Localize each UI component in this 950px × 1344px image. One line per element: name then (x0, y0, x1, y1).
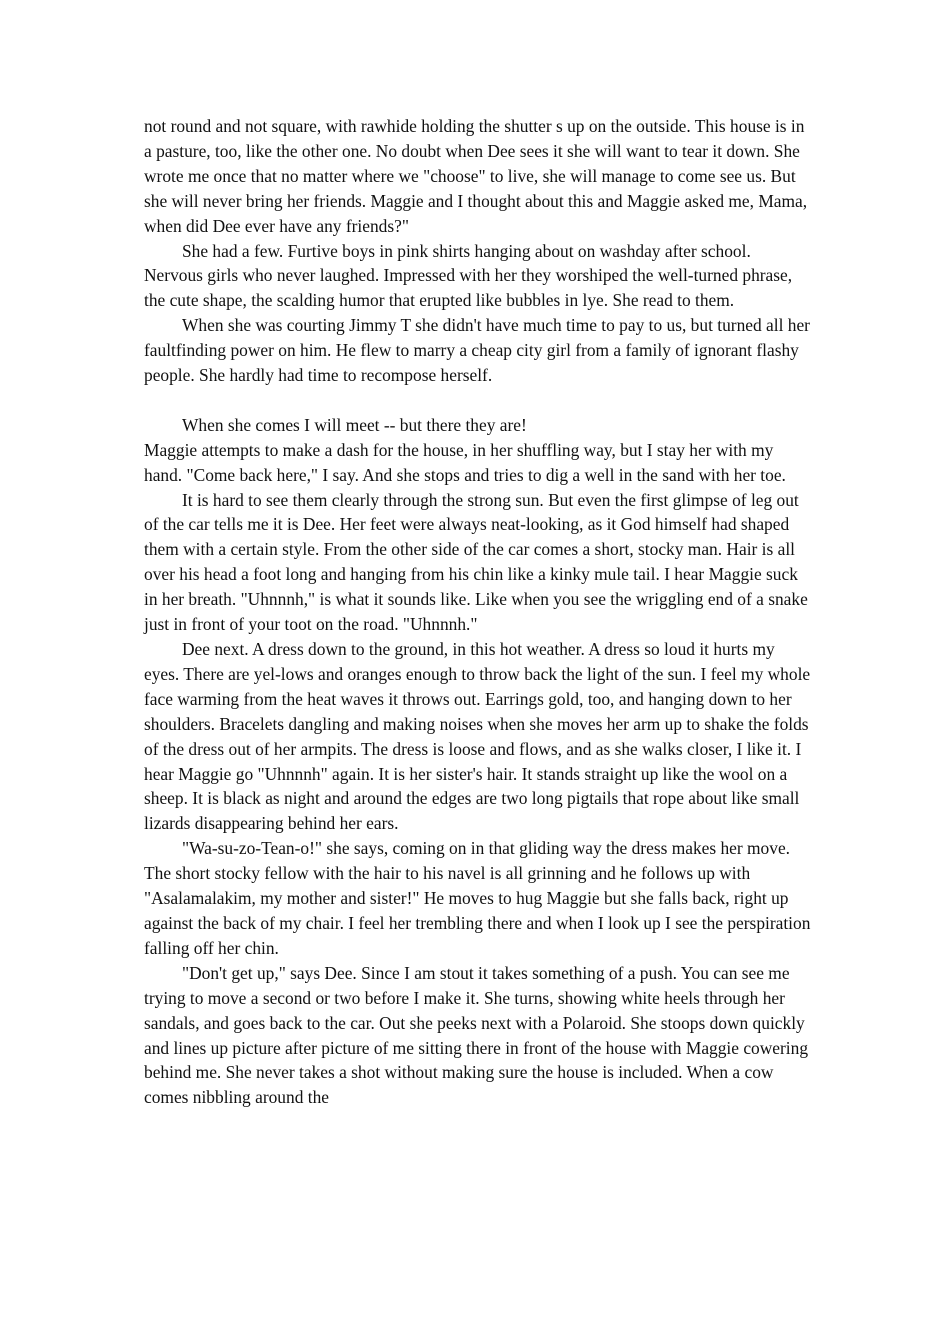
body-text (144, 114, 814, 1110)
paragraph-greeting: "Wa-su-zo-Tean-o!" she says, coming on in that gliding way the dress makes her move. The short stocky fellow with the hair to his navel is all grinning and he follows up with "Asalamalakim, my mother and sister!" He moves to hug Maggie but she falls back, right up against the back of my chair. I feel her trembling there and when I look up I see the perspiration falling off her chin. (144, 838, 811, 958)
paragraph-jimmy-t: When she was courting Jimmy T she didn't have much time to pay to us, but turned all her faultfinding power on him. He flew to marry a cheap city girl from a family of ignorant flashy people. She hardly had time to recompose herself. (144, 315, 810, 386)
paragraph-continuation: not round and not square, with rawhide holding the shutter s up on the outside. This house is in a pasture, too, like the other one. No doubt when Dee sees it she will want to tear it down. She wrote me once that no matter where we "choose" to live, she will manage to come see us. But she will never bring her friends. Maggie and I thought about this and Maggie asked me, Mama, when did Dee ever have any friends?" (144, 116, 808, 236)
paragraph-polaroid: "Don't get up," says Dee. Since I am stout it takes something of a push. You can see me trying to move a second or two before I make it. She turns, showing white heels through her sandals, and goes back to the car. Out she peeks next with a Polaroid. She stoops down quickly and lines up picture after picture of me sitting there in front of the house with Maggie cowering behind me. She never takes a shot without making sure the house is included. When a cow comes nibbling around the (144, 962, 809, 1108)
paragraph-maggie-dash: Maggie attempts to make a dash for the house, in her shuffling way, but I stay her with my hand. "Come back here," I say. And she stops and tries to dig a well in the sand with her toe. (144, 439, 786, 485)
paragraph-dee-dress: Dee next. A dress down to the ground, in this hot weather. A dress so loud it hurts my eyes. There are yel-lows and oranges enough to throw back the light of the sun. I feel my whole face warming from the heat waves it throws out. Earrings gold, too, and hanging down to her shoulders. Bracelets dangling and making noises when she moves her arm up to shake the folds of the dress out of her armpits. The dress is loose and flows, and as she walks closer, I like it. I hear Maggie go "Uhnnnh" again. It is her sister's hair. It stands straight up like the wool on a sheep. It is black as night and around the edges are two long pigtails that rope about like small lizards disappearing behind her ears. (144, 639, 811, 834)
paragraph-there-they-are: When she comes I will meet -- but there they are! (182, 414, 527, 435)
paragraph-dee-friends: She had a few. Furtive boys in pink shirts hanging about on washday after school. Nervous girls who never laughed. Impressed with her they worshiped the well-turned phrase, the cute shape, the scalding humor that erupted like bubbles in lye. She read to them. (144, 240, 793, 311)
paragraph-spacer (144, 388, 814, 413)
paragraph-strong-sun: It is hard to see them clearly through the strong sun. But even the first glimpse of leg out of the car tells me it is Dee. Her feet were always neat-looking, as it God himself had shaped them with a certain style. From the other side of the car comes a short, stocky man. Hair is all over his head a foot long and hanging from his chin like a kinky mule tail. I hear Maggie suck in her breath. "Uhnnnh," is what it sounds like. Like when you see the wriggling end of a snake just in front of your toot on the road. "Uhnnnh." (144, 489, 808, 635)
